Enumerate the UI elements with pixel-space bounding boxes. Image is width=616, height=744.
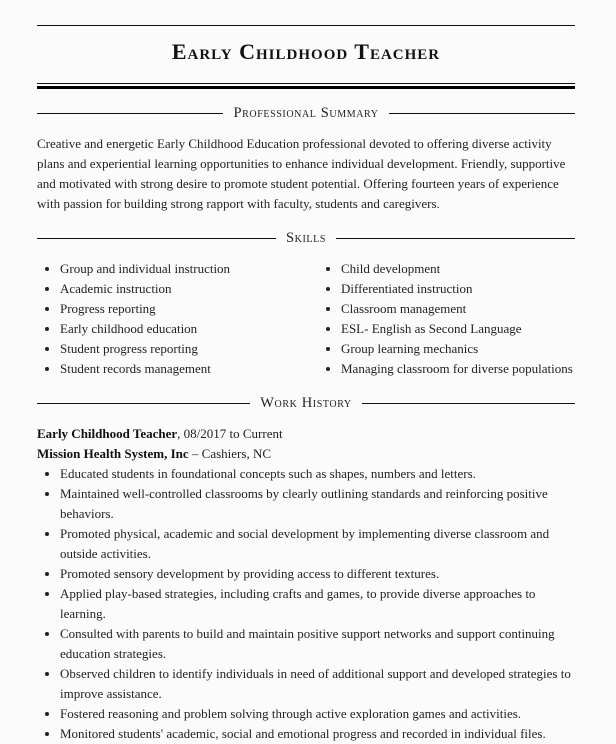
skill-item: Differentiated instruction bbox=[318, 279, 573, 299]
job-title-line bbox=[37, 424, 577, 444]
job-bullet: Promoted physical, academic and social development by implementing diverse classroom and outside activities. bbox=[37, 524, 577, 564]
skill-item: Managing classroom for diverse populations bbox=[318, 359, 573, 379]
section-title: Professional Summary bbox=[233, 105, 379, 121]
title-rule-thin bbox=[37, 83, 575, 84]
skills-column-right bbox=[318, 259, 573, 379]
divider-line bbox=[37, 403, 250, 404]
job-company: Mission Health System, Inc bbox=[37, 446, 189, 461]
job-bullet: Promoted sensory development by providing access to different textures. bbox=[37, 564, 577, 584]
job-dates: , 08/2017 to Current bbox=[177, 426, 283, 441]
job-bullet: Observed children to identify individuals in need of additional support and developed strategies to improve assistance. bbox=[37, 664, 577, 704]
skills-list bbox=[37, 259, 575, 379]
skill-item: Group learning mechanics bbox=[318, 339, 573, 359]
skill-item: Student progress reporting bbox=[37, 339, 318, 359]
skill-item: Group and individual instruction bbox=[37, 259, 318, 279]
job-company-line bbox=[37, 444, 577, 464]
job-bullets bbox=[37, 464, 577, 744]
skill-item: Student records management bbox=[37, 359, 318, 379]
summary-text: Creative and energetic Early Childhood Education professional devoted to offering diverse activity plans and experiential learning opportunities to enhance individual development. Friendly, supportive and motivated with strong desire to promote student potential. Offering fourteen years of experience with passion for building strong rapport with faculty, students and caregivers. bbox=[37, 136, 566, 211]
top-rule bbox=[37, 25, 575, 26]
skill-item: ESL- English as Second Language bbox=[318, 319, 573, 339]
job-location: – Cashiers, NC bbox=[188, 446, 272, 461]
divider-line bbox=[362, 403, 575, 404]
job-bullet: Consulted with parents to build and maintain positive support networks and support continuing education strategies. bbox=[37, 624, 577, 664]
skill-item: Academic instruction bbox=[37, 279, 318, 299]
resume-title: Early Childhood Teacher bbox=[171, 39, 441, 64]
job-title: Early Childhood Teacher bbox=[37, 426, 178, 441]
divider-line bbox=[336, 238, 575, 239]
skills-column-left bbox=[37, 259, 318, 379]
section-title: Work History bbox=[260, 395, 352, 411]
divider-line bbox=[37, 238, 276, 239]
job-bullet: Monitored students' academic, social and emotional progress and recorded in individual files. bbox=[37, 724, 577, 744]
skill-item: Progress reporting bbox=[37, 299, 318, 319]
divider-line bbox=[389, 113, 575, 114]
section-header-skills bbox=[37, 230, 575, 246]
section-title: Skills bbox=[286, 230, 326, 246]
skill-item: Classroom management bbox=[318, 299, 573, 319]
job-bullet: Applied play-based strategies, including crafts and games, to provide diverse approaches to learning. bbox=[37, 584, 577, 624]
skill-item: Child development bbox=[318, 259, 573, 279]
title-rule-thick bbox=[37, 86, 575, 89]
skill-item: Early childhood education bbox=[37, 319, 318, 339]
divider-line bbox=[37, 113, 223, 114]
job-bullet: Educated students in foundational concepts such as shapes, numbers and letters. bbox=[37, 464, 577, 484]
job-bullet: Fostered reasoning and problem solving through active exploration games and activities. bbox=[37, 704, 577, 724]
section-header-work-history bbox=[37, 395, 575, 411]
section-header-summary bbox=[37, 105, 575, 121]
job-bullet: Maintained well-controlled classrooms by clearly outlining standards and reinforcing positive behaviors. bbox=[37, 484, 577, 524]
job-entry bbox=[37, 424, 577, 744]
